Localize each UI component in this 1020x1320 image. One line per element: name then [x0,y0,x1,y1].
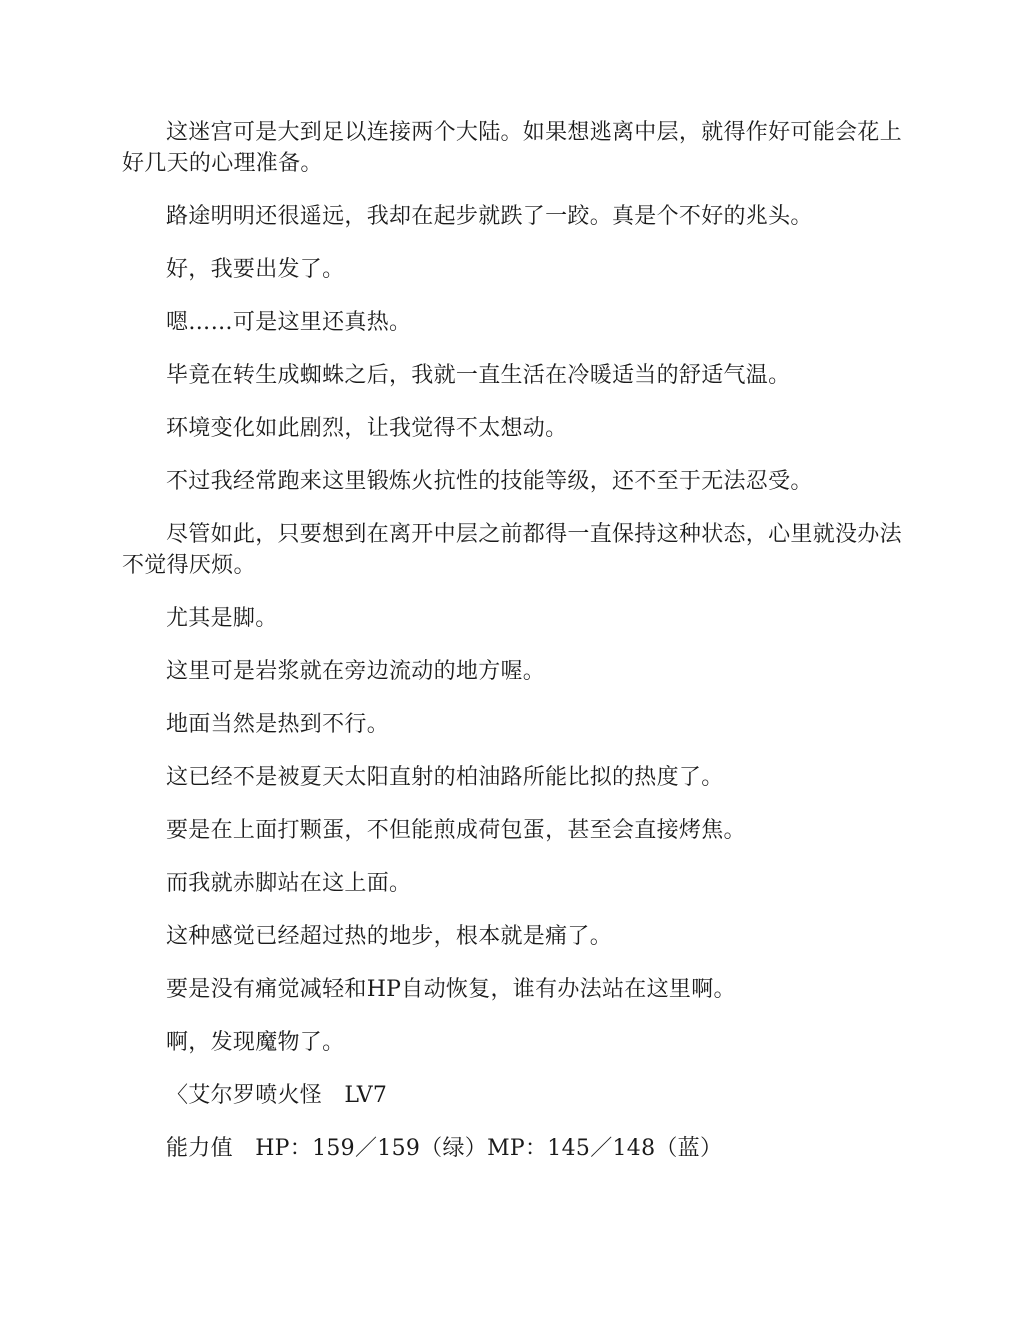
paragraph: 要是没有痛觉减轻和HP自动恢复，谁有办法站在这里啊。 [166,977,736,1002]
paragraph: 要是在上面打颗蛋，不但能煎成荷包蛋，甚至会直接烤焦。 [166,818,746,843]
paragraph: 这已经不是被夏天太阳直射的柏油路所能比拟的热度了。 [166,765,724,790]
paragraph: 尤其是脚。 [166,606,278,631]
status-line: 能力值 HP：159／159（绿）MP：145／148（蓝） [166,1136,723,1161]
paragraph: 而我就赤脚站在这上面。 [166,871,412,896]
paragraph: 地面当然是热到不行。 [166,712,390,737]
paragraph: 这种感觉已经超过热的地步，根本就是痛了。 [166,924,613,949]
paragraph: 这里可是岩浆就在旁边流动的地方喔。 [166,659,546,684]
text-body [122,117,902,1186]
paragraph: 环境变化如此剧烈，让我觉得不太想动。 [166,416,568,441]
paragraph: 好，我要出发了。 [166,257,345,282]
paragraph: 嗯……可是这里还真热。 [166,310,412,335]
paragraph: 不过我经常跑来这里锻炼火抗性的技能等级，还不至于无法忍受。 [166,469,813,494]
paragraph: 尽管如此，只要想到在离开中层之前都得一直保持这种状态，心里就没办法不觉得厌烦。 [122,522,902,578]
status-line: 〈艾尔罗喷火怪 LV7 [166,1083,388,1108]
paragraph: 这迷宫可是大到足以连接两个大陆。如果想逃离中层，就得作好可能会花上好几天的心理准备。 [122,120,902,176]
paragraph: 毕竟在转生成蜘蛛之后，我就一直生活在冷暖适当的舒适气温。 [166,363,791,388]
paragraph: 路途明明还很遥远，我却在起步就跌了一跤。真是个不好的兆头。 [166,204,813,229]
paragraph: 啊，发现魔物了。 [166,1030,345,1055]
